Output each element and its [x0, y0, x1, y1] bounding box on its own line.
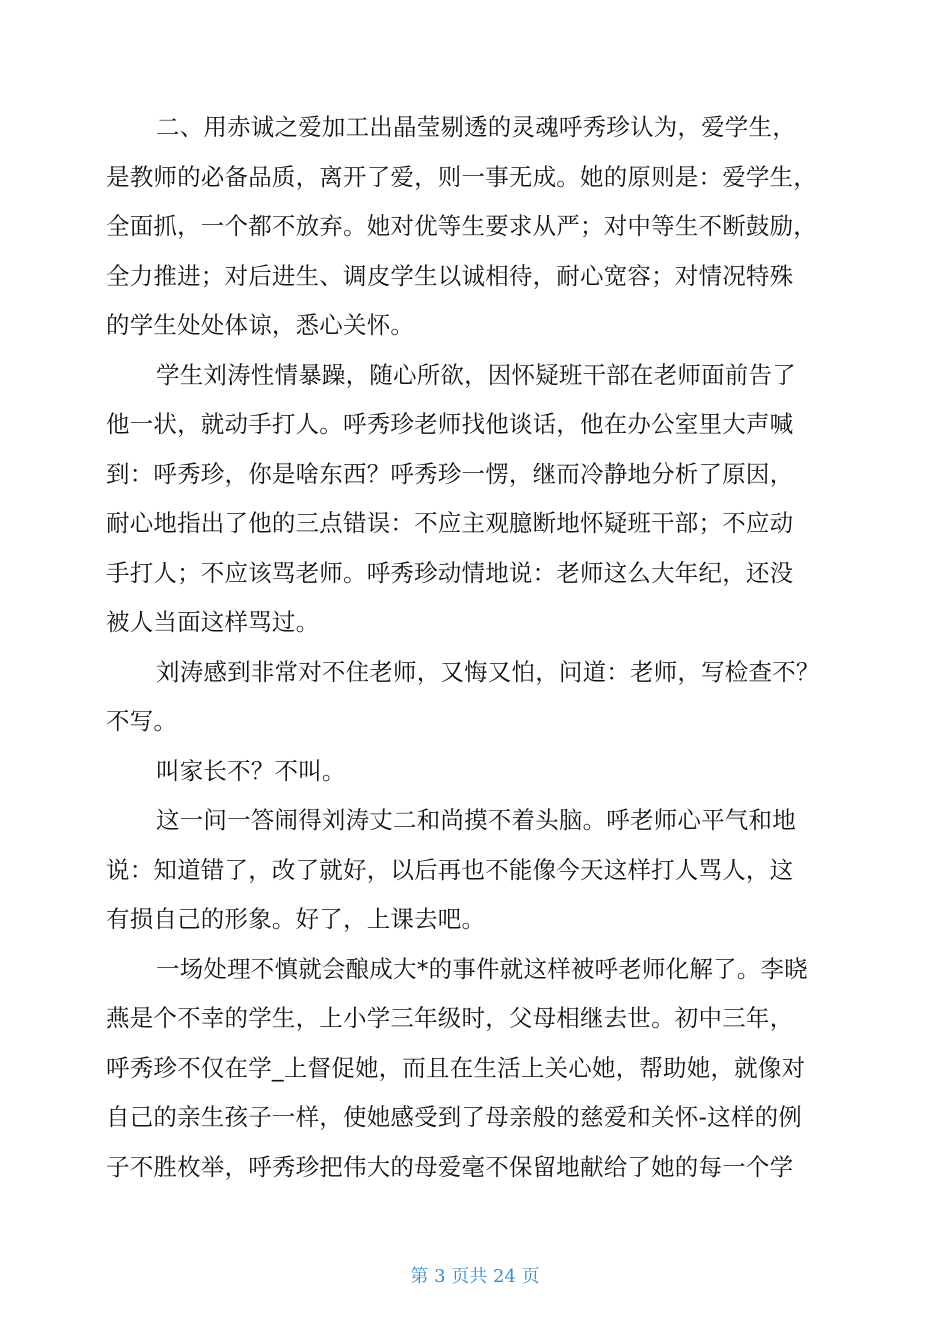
text-line: 呼秀珍不仅在学_上督促她，而且在生活上关心她，帮助她，就像对 — [106, 1053, 806, 1082]
text-line: 手打人；不应该骂老师。呼秀珍动情地说：老师这么大年纪，还没 — [106, 558, 794, 587]
text-line: 叫家长不？不叫。 — [156, 756, 346, 785]
text-line: 被人当面这样骂过。 — [106, 608, 320, 636]
text-line: 一场处理不慎就会酿成大*的事件就这样被呼老师化解了。李晓 — [156, 954, 808, 983]
text-line: 有损自己的形象。好了，上课去吧。 — [106, 905, 486, 933]
text-line: 燕是个不幸的学生，上小学三年级时，父母相继去世。初中三年， — [106, 1004, 794, 1032]
text-line: 不写。 — [106, 707, 178, 735]
text-line: 全力推进；对后进生、调皮学生以诚相待，耐心宽容；对情况特殊 — [106, 261, 794, 290]
text-line: 到：呼秀珍，你是啥东西？呼秀珍一愣，继而冷静地分析了原因， — [106, 459, 794, 488]
document-body — [106, 103, 836, 1192]
text-line: 说：知道错了，改了就好，以后再也不能像今天这样打人骂人，这 — [106, 855, 794, 884]
text-line: 耐心地指出了他的三点错误：不应主观臆断地怀疑班干部；不应动 — [106, 509, 794, 537]
text-line: 全面抓，一个都不放弃。她对优等生要求从严；对中等生不断鼓励， — [106, 212, 817, 240]
text-line: 子不胜枚举，呼秀珍把伟大的母爱毫不保留地献给了她的每一个学 — [106, 1152, 794, 1181]
text-line: 是教师的必备品质，离开了爱，则一事无成。她的原则是：爱学生， — [106, 162, 817, 191]
text-line: 学生刘涛性情暴躁，随心所欲，因怀疑班干部在老师面前告了 — [156, 360, 796, 389]
text-line: 刘涛感到非常对不住老师，又悔又怕，问道：老师，写检查不？ — [156, 657, 820, 686]
text-line: 二、用赤诚之爱加工出晶莹剔透的灵魂呼秀珍认为，爱学生， — [156, 113, 796, 141]
text-line: 的学生处处体谅，悉心关怀。 — [106, 311, 415, 339]
text-line: 这一问一答闹得刘涛丈二和尚摸不着头脑。呼老师心平气和地 — [156, 806, 796, 834]
page-number-footer: 第 3 页共 24 页 — [410, 1266, 540, 1287]
text-line: 他一状，就动手打人。呼秀珍老师找他谈话，他在办公室里大声喊 — [106, 410, 794, 438]
text-line: 自己的亲生孩子一样，使她感受到了母亲般的慈爱和关怀-这样的例 — [106, 1103, 802, 1131]
